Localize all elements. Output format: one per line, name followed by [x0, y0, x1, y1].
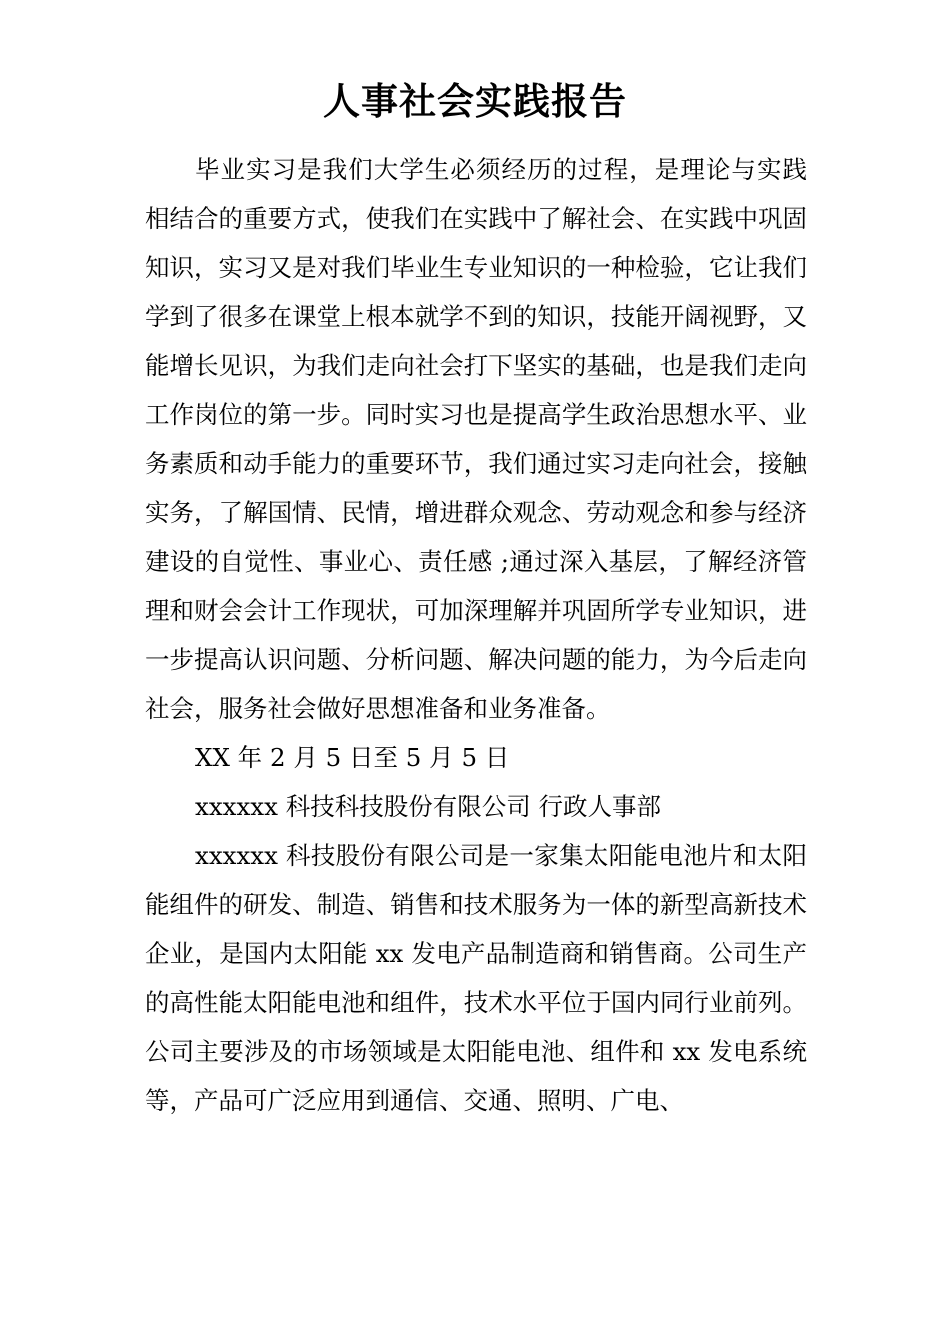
- paragraph-internship-purpose: 毕业实习是我们大学生必须经历的过程，是理论与实践相结合的重要方式，使我们在实践中了解社会、在实践中巩固知识，实习又是对我们毕业生专业知识的一种检验，它让我们学到了很多在课堂上根本就学不到的知识，技能开阔视野，又能增长见识，为我们走向社会打下坚实的基础，也是我们走向工作岗位的第一步。同时实习也是提高学生政治思想水平、业务素质和动手能力的重要环节，我们通过实习走向社会，接触实务，了解国情、民情，增进群众观念、劳动观念和参与经济建设的自觉性、事业心、责任感 ;通过深入基层，了解经济管理和财会会计工作现状，可加深理解并巩固所学专业知识，进一步提高认识问题、分析问题、解决问题的能力，为今后走向社会，服务社会做好思想准备和业务准备。: [145, 155, 807, 723]
- paragraph-company-introduction: xxxxxx 科技股份有限公司是一家集太阳能电池片和太阳能组件的研发、制造、销售和技术服务为一体的新型高新技术企业，是国内太阳能 xx 发电产品制造商和销售商。公司生产的高性能太阳能电池和组件，技术水平位于国内同行业前列。公司主要涉及的市场领域是太阳能电池、组件和 xx 发电系统等，产品可广泛应用到通信、交通、照明、广电、: [145, 841, 807, 1115]
- document-title: 人事社会实践报告: [323, 80, 627, 123]
- document-body: [145, 145, 807, 1125]
- paragraph-internship-company: xxxxxx 科技科技股份有限公司 行政人事部: [195, 792, 661, 821]
- paragraph-internship-period: XX 年 2 月 5 日至 5 月 5 日: [195, 743, 510, 772]
